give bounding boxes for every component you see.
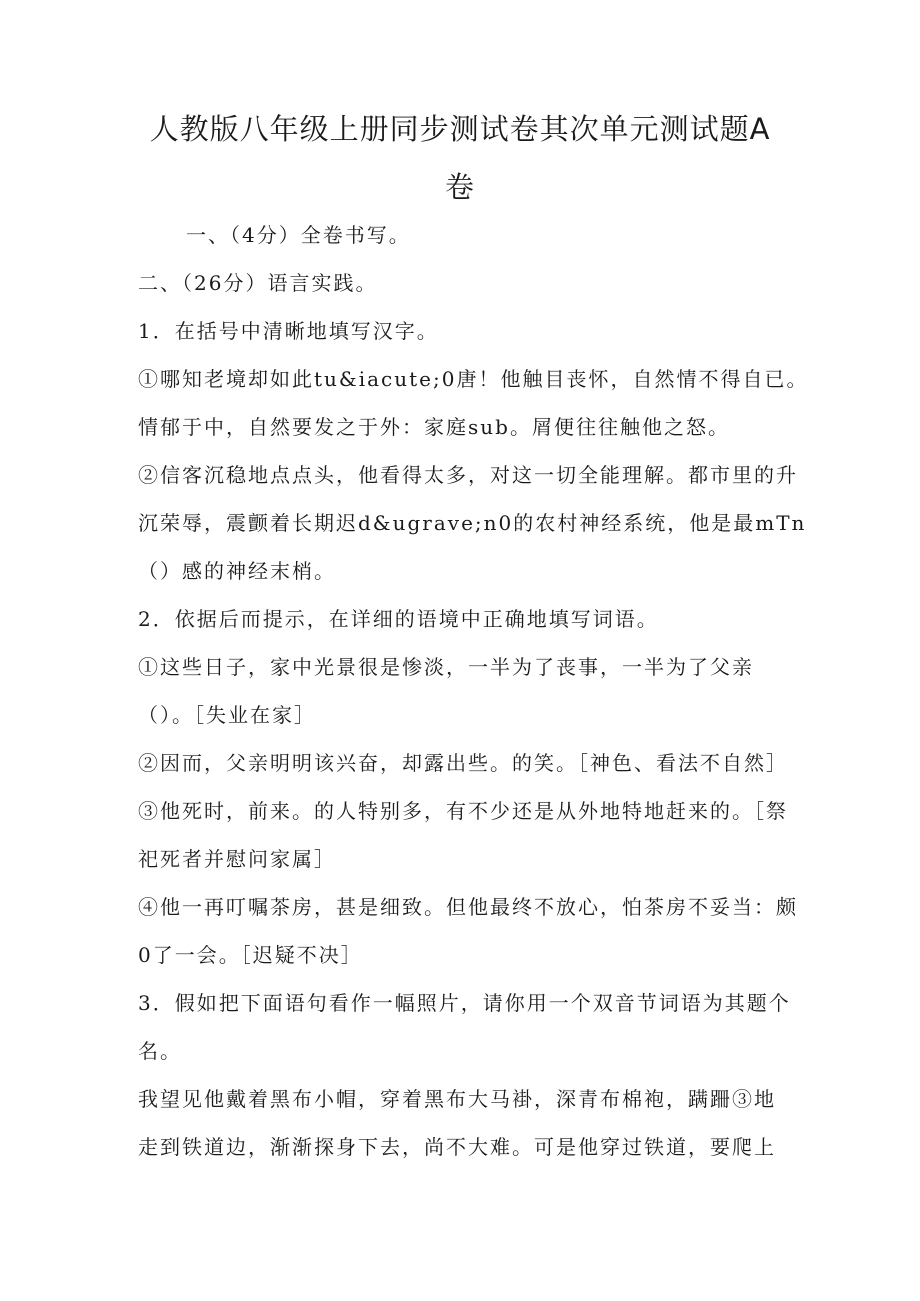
document-title [120, 100, 800, 216]
question-1-item-1-line-2: 情郁于中，自然要发之于外：家庭sub。屑便往往触他之怒。 [138, 415, 730, 439]
passage-line-1: 我望见他戴着黑布小帽，穿着黑布大马褂，深青布棉袍，蹒跚③地 [138, 1087, 776, 1111]
question-2-item-4-line-2: 0了一会。［迟疑不决］ [138, 943, 363, 967]
question-3-prompt-line-1: 3．假如把下面语句看作一幅照片，请你用一个双音节词语为其题个 [138, 991, 791, 1015]
question-1-item-2-line-1: ②信客沉稳地点点头，他看得太多，对这一切全能理解。都市里的升 [138, 463, 798, 487]
question-2-item-3-line-1: ③他死时，前来。的人特别多，有不少还是从外地特地赶来的。［祭 [138, 799, 788, 823]
question-3-prompt-line-2: 名。 [138, 1039, 182, 1063]
section-1-heading: 一、（4分）全卷书写。 [186, 223, 411, 247]
title-line-1: 人教版八年级上册同步测试卷其次单元测试题A [149, 112, 771, 146]
question-1-prompt: 1．在括号中清晰地填写汉字。 [138, 319, 439, 343]
question-2-item-2: ②因而，父亲明明该兴奋，却露出些。的笑。［神色、看法不自然］ [138, 751, 788, 775]
question-2-prompt: 2．依据后而提示，在详细的语境中正确地填写词语。 [138, 607, 659, 631]
question-2-item-1-line-2: （）。［失业在家］ [138, 703, 316, 727]
question-1-item-2-line-3: （）感的神经末梢。 [138, 559, 336, 583]
passage-line-2: 走到铁道边，渐渐探身下去，尚不大难。可是他穿过铁道，要爬上 [138, 1135, 776, 1159]
section-2-heading: 二、（26分）语言实践。 [138, 271, 378, 295]
question-1-item-2-line-2: 沉荣辱，震颤着长期迟d&ugrave;n0的农村神经系统，他是最mTn [138, 511, 807, 535]
question-2-item-1-line-1: ①这些日子，家中光景很是惨淡，一半为了丧事，一半为了父亲 [138, 655, 754, 679]
question-2-item-4-line-1: ④他一再叮嘱茶房，甚是细致。但他最终不放心，怕茶房不妥当：颇 [138, 895, 798, 919]
question-2-item-3-line-2: 祀死者并慰问家属］ [138, 847, 336, 871]
question-1-item-1-line-1: ①哪知老境却如此tu&iacute;0唐！他触目丧怀，自然情不得自已。 [138, 367, 809, 391]
title-line-2: 卷 [444, 170, 475, 204]
